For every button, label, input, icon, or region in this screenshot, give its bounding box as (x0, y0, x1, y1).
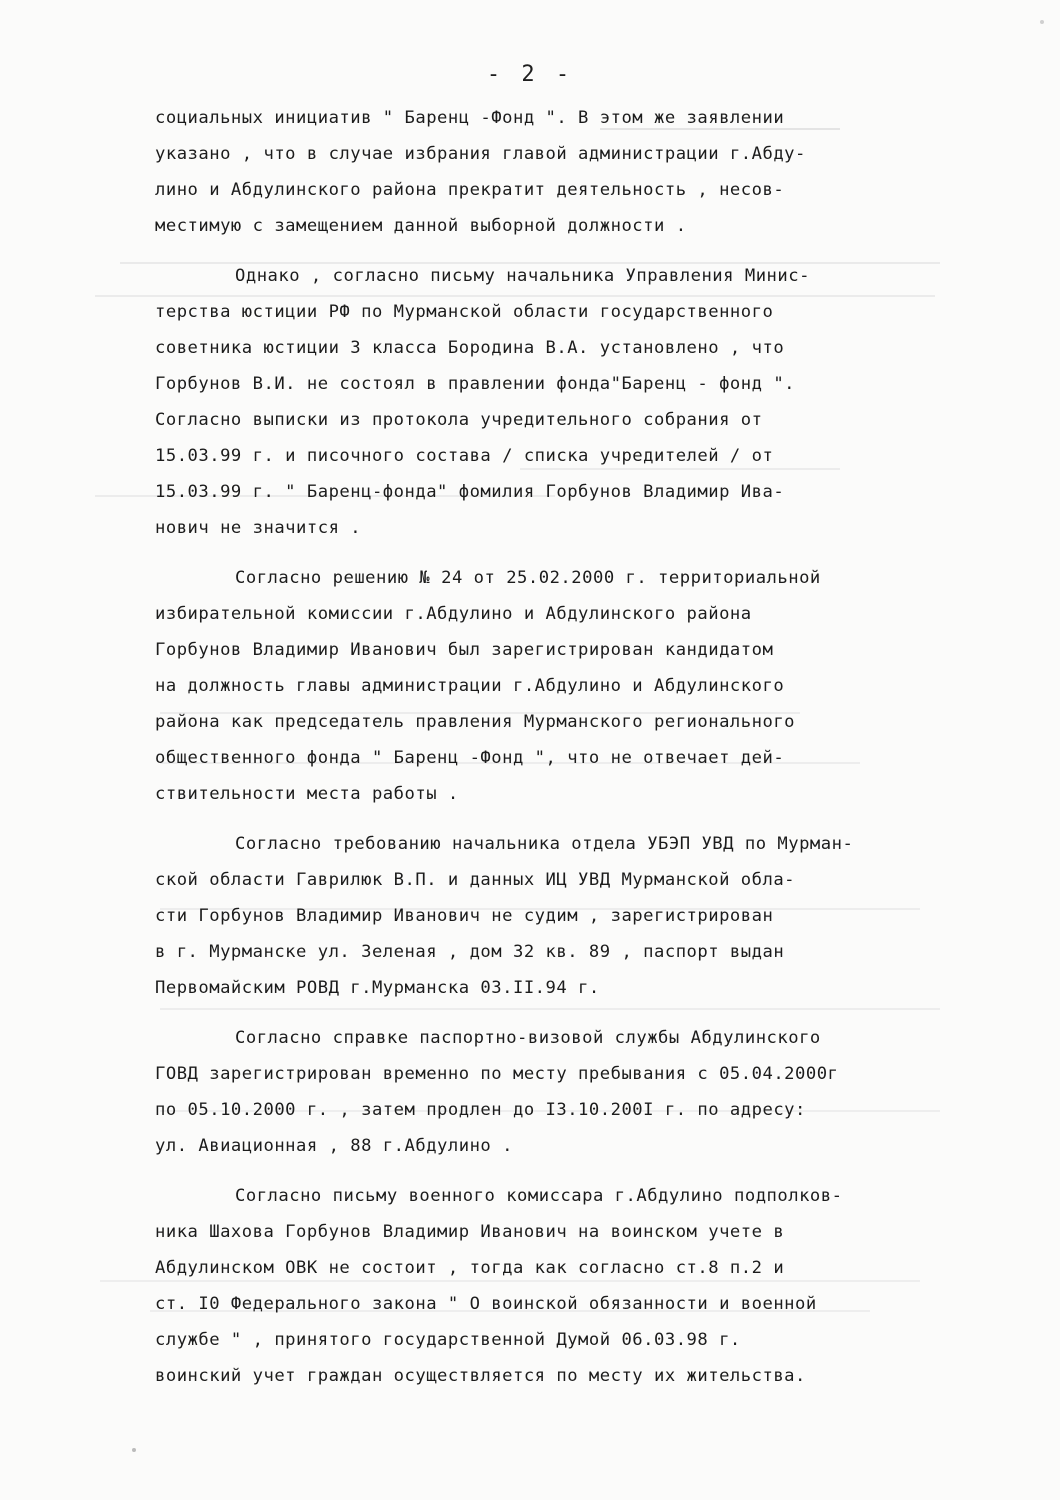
text-line: на должность главы администрации г.Абдулино и Абдулинского (155, 676, 785, 696)
paragraph-6 (155, 1178, 985, 1394)
text-line: Горбунов Владимир Иванович был зарегистрирован кандидатом (155, 640, 774, 660)
text-line: по 05.10.2000 г. , затем продлен до I3.10.200I г. по адресу: (155, 1100, 806, 1120)
text-line: ГОВД зарегистрирован временно по месту пребывания с 05.04.2000г (155, 1064, 839, 1084)
text-line: района как председатель правления Мурманского регионального (155, 712, 796, 732)
document-body (155, 100, 985, 1394)
text-line: Абдулинском ОВК не состоит , тогда как согласно ст.8 п.2 и (155, 1258, 785, 1278)
text-line: в г. Мурманске ул. Зеленая , дом 32 кв. 89 , паспорт выдан (155, 942, 785, 962)
paragraph-3 (155, 560, 985, 812)
paragraph-4 (155, 826, 985, 1006)
text-line: службе " , принятого государственной Думой 06.03.98 г. (155, 1330, 741, 1350)
text-line: терства юстиции РФ по Мурманской области государственного (155, 302, 774, 322)
text-line: 15.03.99 г. " Баренц-фонда" фомилия Горбунов Владимир Ива- (155, 482, 785, 502)
text-line: ника Шахова Горбунов Владимир Иванович на воинском учете в (155, 1222, 785, 1242)
text-line: указано , что в случае избрания главой администрации г.Абду- (155, 144, 806, 164)
text-line: избирательной комиссии г.Абдулино и Абдулинского района (155, 604, 752, 624)
text-line: сти Горбунов Владимир Иванович не судим , зарегистрирован (155, 906, 774, 926)
text-line: Согласно решению № 24 от 25.02.2000 г. территориальной (235, 568, 821, 588)
paper-speck (1040, 20, 1044, 24)
text-line: 15.03.99 г. и писочного состава / списка учредителей / от (155, 446, 774, 466)
text-line: советника юстиции 3 класса Бородина В.А. установлено , что (155, 338, 785, 358)
paragraph-5 (155, 1020, 985, 1164)
text-line: местимую с замещением данной выборной должности . (155, 216, 687, 236)
text-line: Согласно справке паспортно-визовой службы Абдулинского (235, 1028, 821, 1048)
text-line: ствительности места работы . (155, 784, 459, 804)
page-number: - 2 - (486, 62, 574, 87)
text-line: воинский учет граждан осуществляется по месту их жительства. (155, 1366, 806, 1386)
text-line: нович не значится . (155, 518, 362, 538)
paragraph-2 (155, 258, 985, 546)
text-line: ул. Авиационная , 88 г.Абдулино . (155, 1136, 513, 1156)
text-line: общественного фонда " Баренц -Фонд ", что не отвечает дей- (155, 748, 785, 768)
text-line: Согласно выписки из протокола учредительного собрания от (155, 410, 763, 430)
text-line: Горбунов В.И. не состоял в правлении фонда"Баренц - фонд ". (155, 374, 796, 394)
text-line: Согласно требованию начальника отдела УБЭП УВД по Мурман- (235, 834, 854, 854)
text-line: ской области Гаврилюк В.П. и данных ИЦ УВД Мурманской обла- (155, 870, 796, 890)
text-line: ст. I0 Федерального закона " О воинской обязанности и военной (155, 1294, 817, 1314)
text-line: Однако , согласно письму начальника Управления Минис- (235, 266, 810, 286)
text-line: Согласно письму военного комиссара г.Абдулино подполков- (235, 1186, 843, 1206)
paper-speck (132, 1448, 136, 1452)
text-line: лино и Абдулинского района прекратит деятельность , несов- (155, 180, 785, 200)
text-line: социальных инициатив " Баренц -Фонд ". В этом же заявлении (155, 108, 785, 128)
paragraph-1 (155, 100, 985, 244)
text-line: Первомайским РОВД г.Мурманска 03.II.94 г. (155, 978, 600, 998)
